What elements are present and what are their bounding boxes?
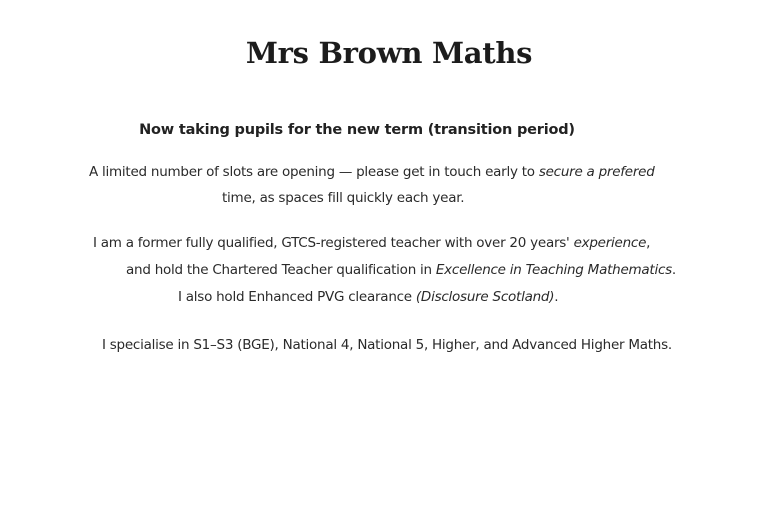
credentials-line-1: [0, 235, 768, 251]
credentials-line-3: [0, 289, 768, 305]
credentials-line-2: [0, 262, 768, 278]
availability-text-continued: time, as spaces fill quickly each year.: [222, 190, 465, 206]
qualification-emphasis: Excellence in Teaching Mathematics: [435, 262, 672, 278]
availability-line-1: [0, 164, 768, 180]
availability-text: A limited number of slots are opening — please get in touch early to: [89, 164, 539, 180]
experience-emphasis: experience: [573, 235, 647, 251]
availability-emphasis: secure a prefered: [538, 164, 655, 180]
term-announcement-heading: Now taking pupils for the new term (transition period): [139, 122, 575, 138]
specialisms-line: I specialise in S1–S3 (BGE), National 4, National 5, Higher, and Advanced Higher Maths.: [102, 337, 672, 353]
page-title: Mrs Brown Maths: [245, 36, 533, 70]
disclosure-emphasis: (Disclosure Scotland): [415, 289, 555, 305]
chartered-teacher-text: and hold the Chartered Teacher qualification in: [126, 262, 436, 278]
qualification-punctuation: .: [671, 262, 676, 278]
credentials-punctuation: ,: [646, 235, 651, 251]
pvg-punctuation: .: [554, 289, 559, 305]
credentials-text: I am a former fully qualified, GTCS-registered teacher with over 20 years': [93, 235, 574, 251]
availability-line-2: [0, 190, 768, 206]
pvg-text: I also hold Enhanced PVG clearance: [178, 289, 416, 305]
